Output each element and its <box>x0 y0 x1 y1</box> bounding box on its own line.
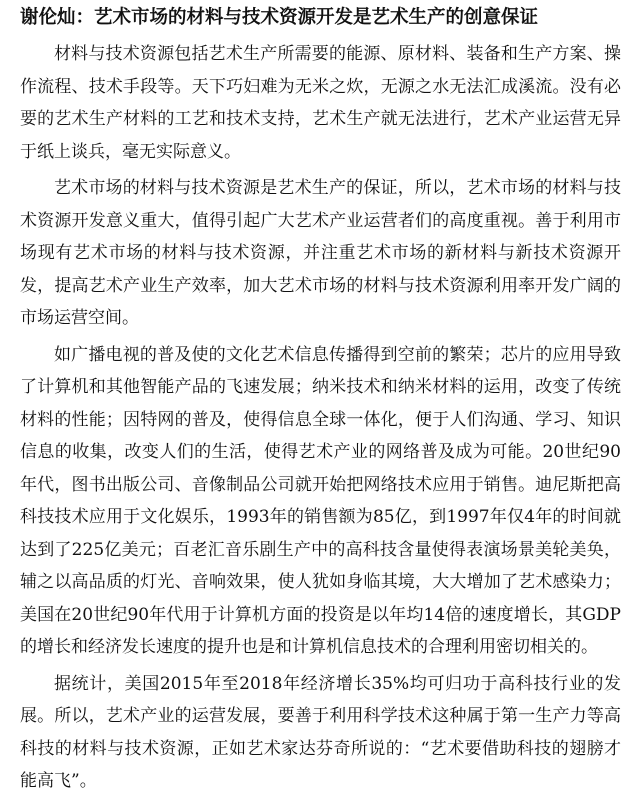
article-title: 谢伦灿：艺术市场的材料与技术资源开发是艺术生产的创意保证 <box>20 7 539 28</box>
paragraph-3: 如广播电视的普及使的文化艺术信息传播得到空前的繁荣；芯片的应用导致了计算机和其他智能产品的飞速发展；纳米技术和纳米材料的运用，改变了传统材料的性能；因特网的普及，使得信息全球一体化，便于人们沟通、学习、知识信息的收集，改变人们的生活，使得艺术产业的网络普及成为可能。20世纪90年代，图书出版公司、音像制品公司就开始把网络技术应用于销售。迪尼斯把高科技技术应用于文化娱乐，1993年的销售额为85亿，到1997年仅4年的时间就达到了225亿美元；百老汇音乐剧生产中的高科技含量使得表演场景美轮美奂，辅之以高品质的灯光、音响效果，使人犹如身临其境，大大增加了艺术感染力；美国在20世纪90年代用于计算机方面的投资是以年均14倍的速度增长，其GDP的增长和经济发长速度的提升也是和计算机信息技术的合理利用密切相关的。 <box>20 344 621 657</box>
paragraph-1: 材料与技术资源包括艺术生产所需要的能源、原材料、装备和生产方案、操作流程、技术手段等。天下巧妇难为无米之炊，无源之水无法汇成溪流。没有必要的艺术生产材料的工艺和技术支持，艺术生产就无法进行，艺术产业运营无异于纸上谈兵，毫无实际意义。 <box>20 44 621 162</box>
paragraph-2: 艺术市场的材料与技术资源是艺术生产的保证，所以，艺术市场的材料与技术资源开发意义重大，值得引起广大艺术产业运营者们的高度重视。善于利用市场现有艺术市场的材料与技术资源，并注重艺术市场的新材料与新技术资源开发，提高艺术产业生产效率，加大艺术市场的材料与技术资源利用率开发广阔的市场运营空间。 <box>20 178 621 328</box>
paragraph-4: 据统计，美国2015年至2018年经济增长35%均可归功于高科技行业的发展。所以，艺术产业的运营发展，要善于利用科学技术这种属于第一生产力等高科技的材料与技术资源，正如艺术家达芬奇所说的：“艺术要借助科技的翅膀才能高飞”。 <box>20 673 621 791</box>
